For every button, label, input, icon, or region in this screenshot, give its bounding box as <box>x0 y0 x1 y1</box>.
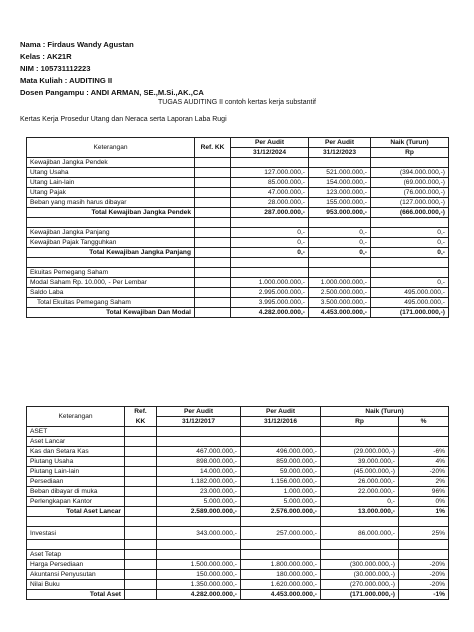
row-label: Nilai Buku <box>27 580 125 590</box>
cell-value: 127.000.000,- <box>231 168 309 178</box>
cell-value: (45.000.000,-) <box>321 467 399 477</box>
spacer-row <box>27 218 449 228</box>
cell-value: 0,- <box>231 238 309 248</box>
cell-value: 495.000.000,- <box>371 298 449 308</box>
table-row <box>27 560 449 570</box>
lecturer-name: Dosen Pangampu : ANDI ARMAN, SE.,M.Si.,AK.,CA <box>20 88 204 97</box>
cell-value: 47.000.000,- <box>231 188 309 198</box>
cell-value: 1.182.000.000,- <box>157 477 241 487</box>
table-row <box>27 457 449 467</box>
total-label: Total Kewajiban Jangka Pendek <box>27 208 195 218</box>
cell-value: 287.000.000,- <box>231 208 309 218</box>
cell-percent: -20% <box>399 570 449 580</box>
row-label: Utang Usaha <box>27 168 195 178</box>
total-label: Total Kewajiban Dan Modal <box>27 308 195 318</box>
section-row <box>27 437 449 447</box>
cell-value: 5.000.000,- <box>157 497 241 507</box>
col-header-naik: Naik (Turun) <box>321 407 449 417</box>
col-header-naik: Naik (Turun) <box>371 138 449 148</box>
total-row <box>27 208 449 218</box>
cell-value: (300.000.000,-) <box>321 560 399 570</box>
col-header-kk: KK <box>125 417 157 427</box>
cell-value: 495.000.000,- <box>371 288 449 298</box>
col-header-keterangan: Keterangan <box>27 138 195 158</box>
student-name: Nama : Firdaus Wandy Agustan <box>20 40 134 49</box>
spacer-row <box>27 517 449 527</box>
spacer-row <box>27 258 449 268</box>
cell-value: 150.000.000,- <box>157 570 241 580</box>
cell-value: 154.000.000,- <box>309 178 371 188</box>
cell-percent: 1% <box>399 507 449 517</box>
cell-value: 257.000.000,- <box>241 527 321 540</box>
cell-value: 0,- <box>231 228 309 238</box>
cell-value: 0,- <box>309 248 371 258</box>
cell-value: (30.000.000,-) <box>321 570 399 580</box>
assets-table <box>26 406 449 600</box>
row-label: Piutang Lain-lain <box>27 467 125 477</box>
cell-value: 343.000.000,- <box>157 527 241 540</box>
cell-percent: -20% <box>399 467 449 477</box>
cell-value: (127.000.000,-) <box>371 198 449 208</box>
cell-value: 467.000.000,- <box>157 447 241 457</box>
total-row <box>27 248 449 258</box>
cell-value: (171.000.000,-) <box>371 308 449 318</box>
cell-percent: -20% <box>399 580 449 590</box>
table-header-row <box>27 138 449 148</box>
cell-value: (69.000.000,-) <box>371 178 449 188</box>
table-row <box>27 467 449 477</box>
cell-value: 1.000.000,- <box>241 487 321 497</box>
cell-value: 2.576.000.000,- <box>241 507 321 517</box>
cell-value: (270.000.000,-) <box>321 580 399 590</box>
cell-value: 0,- <box>309 228 371 238</box>
cell-percent: -1% <box>399 590 449 600</box>
cell-value: (29.000.000,-) <box>321 447 399 457</box>
table-row <box>27 198 449 208</box>
cell-value: 26.000.000,- <box>321 477 399 487</box>
cell-value: 0,- <box>371 238 449 248</box>
table-row <box>27 298 449 308</box>
cell-value: 28.000.000,- <box>231 198 309 208</box>
cell-percent: 4% <box>399 457 449 467</box>
cell-value: 180.000.000,- <box>241 570 321 580</box>
row-label: Kewajiban Pajak Tangguhkan <box>27 238 195 248</box>
table-row <box>27 178 449 188</box>
col-header-pct: % <box>399 417 449 427</box>
cell-value: 0,- <box>231 248 309 258</box>
cell-value: 3.500.000.000,- <box>309 298 371 308</box>
row-label: Utang Pajak <box>27 188 195 198</box>
table-row <box>27 570 449 580</box>
total-label: Total Aset Lancar <box>27 507 125 517</box>
section-label: Kewajiban Jangka Pendek <box>27 158 195 168</box>
document-subtitle: Kertas Kerja Prosedur Utang dan Neraca serta Laporan Laba Rugi <box>20 116 227 123</box>
cell-value: 1.500.000.000,- <box>157 560 241 570</box>
cell-value: 1.800.000.000,- <box>241 560 321 570</box>
row-label: Beban dibayar di muka <box>27 487 125 497</box>
cell-value: 0,- <box>309 238 371 248</box>
total-row <box>27 507 449 517</box>
table-row <box>27 188 449 198</box>
total-label: Total Aset <box>27 590 125 600</box>
cell-value: 85.000.000,- <box>231 178 309 188</box>
cell-percent: 96% <box>399 487 449 497</box>
cell-value: 0,- <box>371 228 449 238</box>
cell-value: 1.000.000.000,- <box>309 278 371 288</box>
cell-value: 859.000.000,- <box>241 457 321 467</box>
liabilities-equity-table <box>26 137 449 318</box>
cell-percent: 25% <box>399 527 449 540</box>
table-row <box>27 580 449 590</box>
cell-value: 155.000.000,- <box>309 198 371 208</box>
total-row <box>27 308 449 318</box>
row-label: Saldo Laba <box>27 288 195 298</box>
cell-value: 521.000.000,- <box>309 168 371 178</box>
total-label: Total Kewajiban Jangka Panjang <box>27 248 195 258</box>
cell-percent: 0% <box>399 497 449 507</box>
col-header-per-audit-2: Per Audit <box>241 407 321 417</box>
col-header-date-2: 31/12/2016 <box>241 417 321 427</box>
col-header-date-1: 31/12/2024 <box>231 148 309 158</box>
cell-value: 5.000.000,- <box>241 497 321 507</box>
cell-value: 13.000.000,- <box>321 507 399 517</box>
cell-value: 953.000.000,- <box>309 208 371 218</box>
cell-value: (394.000.000,-) <box>371 168 449 178</box>
table-header-row <box>27 407 449 417</box>
row-label: Persediaan <box>27 477 125 487</box>
section-row <box>27 158 449 168</box>
cell-value: 1.000.000.000,- <box>231 278 309 288</box>
row-label: Piutang Usaha <box>27 457 125 467</box>
section-row <box>27 550 449 560</box>
cell-value: 2.589.000.000,- <box>157 507 241 517</box>
row-label: Harga Persediaan <box>27 560 125 570</box>
course-name: Mata Kuliah : AUDITING II <box>20 76 113 85</box>
table-row <box>27 487 449 497</box>
cell-value: 4.453.000.000,- <box>309 308 371 318</box>
cell-value: 2.500.000.000,- <box>309 288 371 298</box>
table-row <box>27 447 449 457</box>
section-row <box>27 268 449 278</box>
table-row <box>27 527 449 540</box>
cell-value: 496.000.000,- <box>241 447 321 457</box>
section-label: Aset Lancar <box>27 437 125 447</box>
col-header-rp: Rp <box>321 417 399 427</box>
table-row <box>27 278 449 288</box>
cell-value: 14.000.000,- <box>157 467 241 477</box>
student-nim: NIM : 105731112223 <box>20 64 91 73</box>
row-label: Modal Saham Rp. 10.000, - Per Lembar <box>27 278 195 288</box>
row-label: Utang Lain-lain <box>27 178 195 188</box>
section-row <box>27 427 449 437</box>
section-label: Aset Tetap <box>27 550 125 560</box>
table-row <box>27 497 449 507</box>
cell-percent: 2% <box>399 477 449 487</box>
cell-value: 1.350.000.000,- <box>157 580 241 590</box>
table-row <box>27 238 449 248</box>
row-label: Beban yang masih harus dibayar <box>27 198 195 208</box>
total-row <box>27 590 449 600</box>
table-row <box>27 477 449 487</box>
cell-value: 898.000.000,- <box>157 457 241 467</box>
col-header-date-2: 31/12/2023 <box>309 148 371 158</box>
table-row <box>27 228 449 238</box>
cell-value: 86.000.000,- <box>321 527 399 540</box>
document-title: TUGAS AUDITING II contoh kertas kerja substantif <box>158 99 316 106</box>
cell-value: 0,- <box>371 248 449 258</box>
cell-value: 22.000.000,- <box>321 487 399 497</box>
cell-value: (666.000.000,-) <box>371 208 449 218</box>
cell-value: 4.282.000.000,- <box>157 590 241 600</box>
cell-value: 1.620.000.000,- <box>241 580 321 590</box>
col-header-per-audit-1: Per Audit <box>157 407 241 417</box>
cell-percent: -20% <box>399 560 449 570</box>
row-label: Perlengkapan Kantor <box>27 497 125 507</box>
row-label: Kas dan Setara Kas <box>27 447 125 457</box>
row-label: Investasi <box>27 527 125 540</box>
cell-value: 0,- <box>321 497 399 507</box>
cell-value: 0,- <box>371 278 449 288</box>
cell-value: 1.156.000.000,- <box>241 477 321 487</box>
cell-value: (171.000.000,-) <box>321 590 399 600</box>
col-header-ref: Ref. KK <box>195 138 231 158</box>
col-header-date-1: 31/12/2017 <box>157 417 241 427</box>
cell-value: (76.000.000,-) <box>371 188 449 198</box>
student-class: Kelas : AK21R <box>20 52 72 61</box>
col-header-per-audit-2: Per Audit <box>309 138 371 148</box>
table-row <box>27 288 449 298</box>
row-label: Kewajiban Jangka Panjang <box>27 228 195 238</box>
col-header-ref: Ref. <box>125 407 157 417</box>
col-header-per-audit-1: Per Audit <box>231 138 309 148</box>
section-label: Ekuitas Pemegang Saham <box>27 268 195 278</box>
cell-value: 4.282.000.000,- <box>231 308 309 318</box>
table-row <box>27 168 449 178</box>
cell-value: 3.995.000.000,- <box>231 298 309 308</box>
spacer-row <box>27 540 449 550</box>
col-header-keterangan: Keterangan <box>27 407 125 427</box>
cell-value: 59.000.000,- <box>241 467 321 477</box>
cell-value: 4.453.000.000,- <box>241 590 321 600</box>
row-label: Akuntansi Penyusutan <box>27 570 125 580</box>
cell-percent: -6% <box>399 447 449 457</box>
cell-value: 39.000.000,- <box>321 457 399 467</box>
cell-value: 23.000.000,- <box>157 487 241 497</box>
section-label: ASET <box>27 427 125 437</box>
cell-value: 2.995.000.000,- <box>231 288 309 298</box>
row-label: Total Ekuitas Pemegang Saham <box>27 298 195 308</box>
cell-value: 123.000.000,- <box>309 188 371 198</box>
col-header-rp: Rp <box>371 148 449 158</box>
